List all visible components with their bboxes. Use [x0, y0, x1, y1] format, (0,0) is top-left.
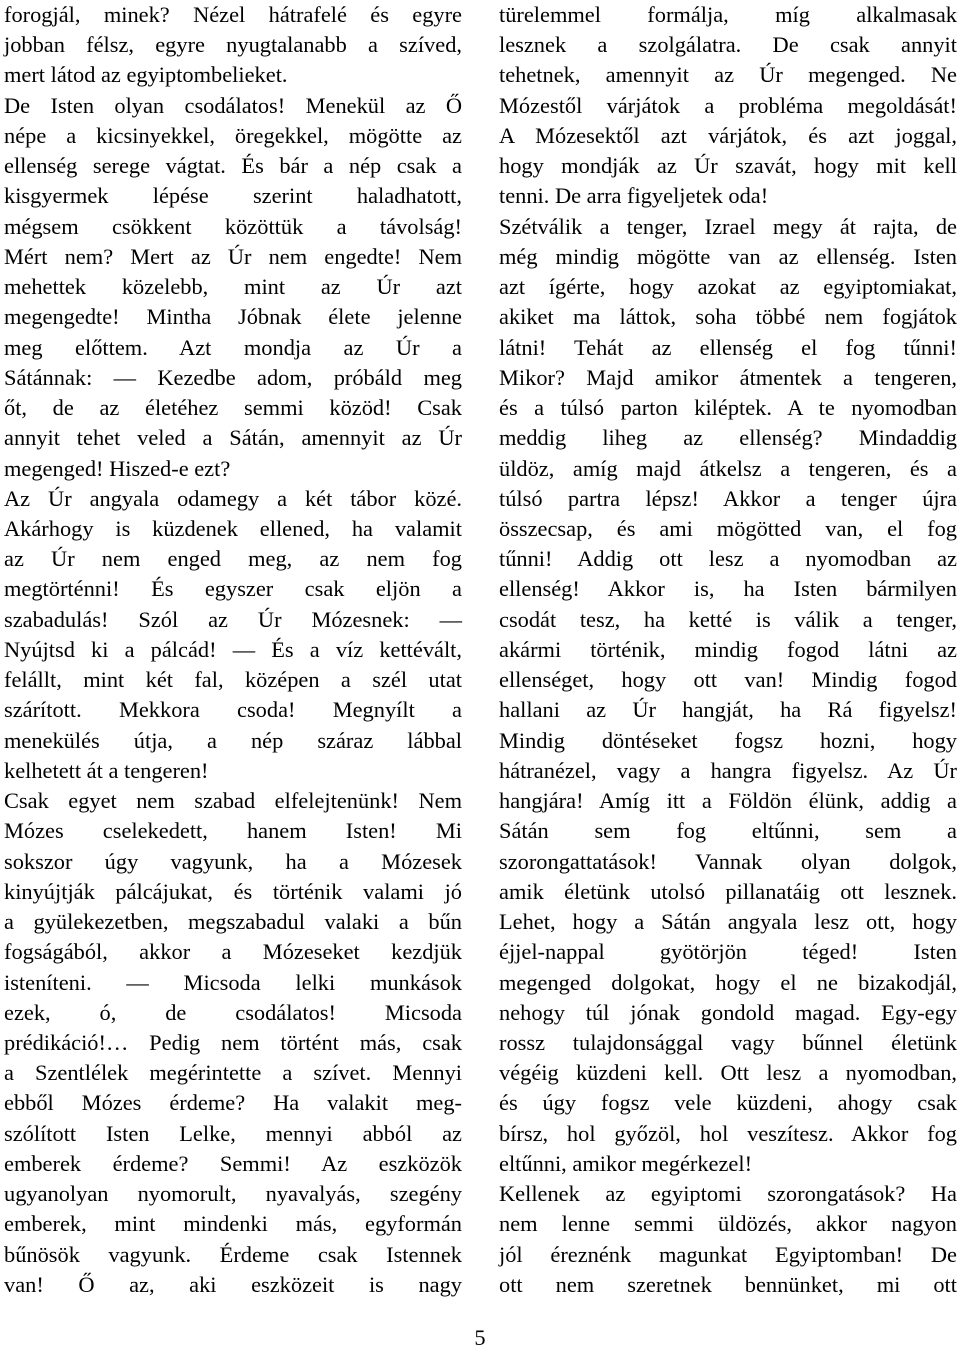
text-line: azt ígérte, hogy azokat az egyiptomiakat,	[499, 274, 957, 300]
text-line: megtörténni! És egyszer csak eljön a	[4, 576, 462, 602]
text-line: Mózestől várjátok a probléma megoldását!	[499, 92, 957, 118]
text-line: Kellenek az egyiptomi szorongatások? Ha	[499, 1181, 957, 1207]
text-line: amik életünk utolsó pillanatáig ott lesznek.	[499, 878, 957, 904]
text-line: annyit tehet veled a Sátán, amennyit az Úr	[4, 425, 462, 451]
text-line: meg előttem. Azt mondja az Úr a	[4, 334, 462, 360]
text-line: csodát tesz, ha ketté is válik a tenger,	[499, 606, 957, 632]
text-line: De Isten olyan csodálatos! Menekül az Ő	[4, 92, 462, 118]
text-line: mert látod az egyiptombelieket.	[4, 62, 288, 88]
text-line: nehogy túl jónak gondold magad. Egy-egy	[499, 999, 957, 1025]
text-line: kisgyermek lépése szerint haladhatott,	[4, 183, 462, 209]
text-line: üldöz, amíg majd átkelsz a tengeren, és a	[499, 455, 957, 481]
text-line: fogságából, akkor a Mózeseket kezdjük	[4, 939, 462, 965]
text-line: tenni. De arra figyeljetek oda!	[499, 183, 769, 209]
page-number: 5	[474, 1325, 486, 1350]
text-line: Mindig döntéseket fogsz hozni, hogy	[499, 727, 957, 753]
text-line: ugyanolyan nyomorult, nyavalyás, szegény	[4, 1181, 462, 1207]
text-line: ebből Mózes érdeme? Ha valakit meg-	[4, 1090, 462, 1116]
text-line: rossz tulajdonsággal vagy bűnnel életünk	[499, 1029, 957, 1055]
text-line: emberek, mint mindenki más, egyformán	[4, 1211, 462, 1237]
text-line: Mózes cselekedett, hanem Isten! Mi	[4, 818, 462, 844]
text-line: szorongattatások! Vannak olyan dolgok,	[499, 848, 957, 874]
text-line: akármi történik, mindig fogod látni az	[499, 636, 957, 662]
text-line: Csak egyet nem szabad elfelejtenünk! Nem	[4, 788, 462, 814]
text-line: forogjál, minek? Nézel hátrafelé és egyre	[4, 2, 462, 27]
text-line: tehetnek, amennyit az Úr megenged. Ne	[499, 62, 957, 88]
text-line: türelemmel formálja, míg alkalmasak	[499, 2, 957, 27]
text-line: Szétválik a tenger, Izrael megy át rajta, de	[499, 213, 957, 239]
text-line: felállt, mint két fal, középen a szél utat	[4, 667, 462, 693]
text-line: Az Úr angyala odamegy a két tábor közé.	[4, 485, 462, 511]
right-column	[499, 0, 957, 1300]
text-line: kinyújtják pálcájukat, és történik valami jó	[4, 878, 462, 904]
text-line: meddig liheg az ellenség? Mindaddig	[499, 425, 957, 451]
text-line: lesznek a szolgálatra. De csak annyit	[499, 32, 957, 58]
text-line: a Szentlélek megérintette a szívet. Mennyi	[4, 1060, 462, 1086]
text-line: és a túlsó parton kiléptek. A te nyomodban	[499, 395, 957, 421]
text-line: van! Ő az, aki eszközeit is nagy	[4, 1271, 462, 1297]
text-line: végéig küzdeni kell. Ott lesz a nyomodban,	[499, 1060, 957, 1086]
text-line: és úgy fogsz vele küzdeni, ahogy csak	[499, 1090, 957, 1116]
text-line: bűnösök vagyunk. Érdeme csak Istennek	[4, 1241, 462, 1267]
text-line: népe a kicsinyekkel, öregekkel, mögötte az	[4, 122, 462, 148]
text-line: megenged dolgokat, hogy el ne bizakodjál,	[499, 969, 957, 995]
text-line: ezek, ó, de csodálatos! Micsoda	[4, 999, 462, 1025]
text-line: ellenség! Akkor is, ha Isten bármilyen	[499, 576, 957, 602]
text-line: még mindig mögötte van az ellenség. Isten	[499, 243, 957, 269]
text-line: nem lenne semmi üldözés, akkor nagyon	[499, 1211, 957, 1237]
text-line: látni! Tehát az ellenség el fog tűnni!	[499, 334, 957, 360]
text-line: jól éreznénk magunkat Egyiptomban! De	[499, 1241, 957, 1267]
text-line: hogy mondják az Úr szavát, hogy mit kell	[499, 153, 957, 179]
text-line: túlsó partra lépsz! Akkor a tenger újra	[499, 485, 957, 511]
text-line: Akárhogy is küzdenek ellened, ha valamit	[4, 515, 462, 541]
text-line: szabadulás! Szól az Úr Mózesnek: —	[4, 606, 462, 632]
text-line: bírsz, hol győzöl, hol veszítesz. Akkor fog	[499, 1120, 957, 1146]
text-line: hallani az Úr hangját, ha Rá figyelsz!	[499, 697, 957, 723]
text-line: hangjára! Amíg itt a Földön élünk, addig a	[499, 788, 957, 814]
text-line: menekülés útja, a nép száraz lábbal	[4, 727, 462, 753]
text-line: Sátán sem fog eltűnni, sem a	[499, 818, 957, 844]
text-line: sokszor úgy vagyunk, ha a Mózesek	[4, 848, 462, 874]
text-line: isteníteni. — Micsoda lelki munkások	[4, 969, 462, 995]
text-line: szólított Isten Lelke, mennyi abból az	[4, 1120, 462, 1146]
text-line: összecsap, és ami mögötted van, el fog	[499, 515, 957, 541]
text-line: megenged! Hiszed-e ezt?	[4, 455, 231, 481]
text-line: az Úr nem enged meg, az nem fog	[4, 546, 462, 572]
text-line: jobban félsz, egyre nyugtalanabb a szíved,	[4, 32, 462, 58]
text-line: ott nem szeretnek bennünket, mi ott	[499, 1271, 957, 1297]
left-column	[4, 0, 462, 1300]
text-line: Mért nem? Mert az Úr nem engedte! Nem	[4, 243, 462, 269]
text-line: A Mózesektől azt várjátok, és azt joggal,	[499, 122, 957, 148]
text-line: őt, de az életéhez semmi közöd! Csak	[4, 395, 462, 421]
text-line: ellenséget, hogy ott van! Mindig fogod	[499, 667, 957, 693]
text-line: éjjel-nappal gyötörjön téged! Isten	[499, 939, 957, 965]
text-line: Mikor? Majd amikor átmentek a tengeren,	[499, 364, 957, 390]
text-line: Sátánnak: — Kezedbe adom, próbáld meg	[4, 364, 462, 390]
text-line: eltűnni, amikor megérkezel!	[499, 1150, 753, 1176]
text-line: a gyülekezetben, megszabadul valaki a bűn	[4, 909, 462, 935]
text-line: ellenség serege vágtat. És bár a nép csak a	[4, 153, 462, 179]
text-line: mehettek közelebb, mint az Úr azt	[4, 274, 462, 300]
text-line: mégsem csökkent közöttük a távolság!	[4, 213, 462, 239]
text-line: tűnni! Addig ott lesz a nyomodban az	[499, 546, 957, 572]
text-line: Nyújtsd ki a pálcád! — És a víz kettévált,	[4, 636, 462, 662]
text-line: akiket ma láttok, soha többé nem fogjátok	[499, 304, 957, 330]
text-line: kelhetett át a tengeren!	[4, 757, 209, 783]
text-line: Lehet, hogy a Sátán angyala lesz ott, hogy	[499, 909, 957, 935]
text-line: szárított. Mekkora csoda! Megnyílt a	[4, 697, 462, 723]
text-line: megengedte! Mintha Jóbnak élete jelenne	[4, 304, 462, 330]
text-line: emberek érdeme? Semmi! Az eszközök	[4, 1150, 462, 1176]
text-line: hátranézel, vagy a hangra figyelsz. Az Úr	[499, 757, 957, 783]
text-line: prédikáció!… Pedig nem történt más, csak	[4, 1029, 462, 1055]
